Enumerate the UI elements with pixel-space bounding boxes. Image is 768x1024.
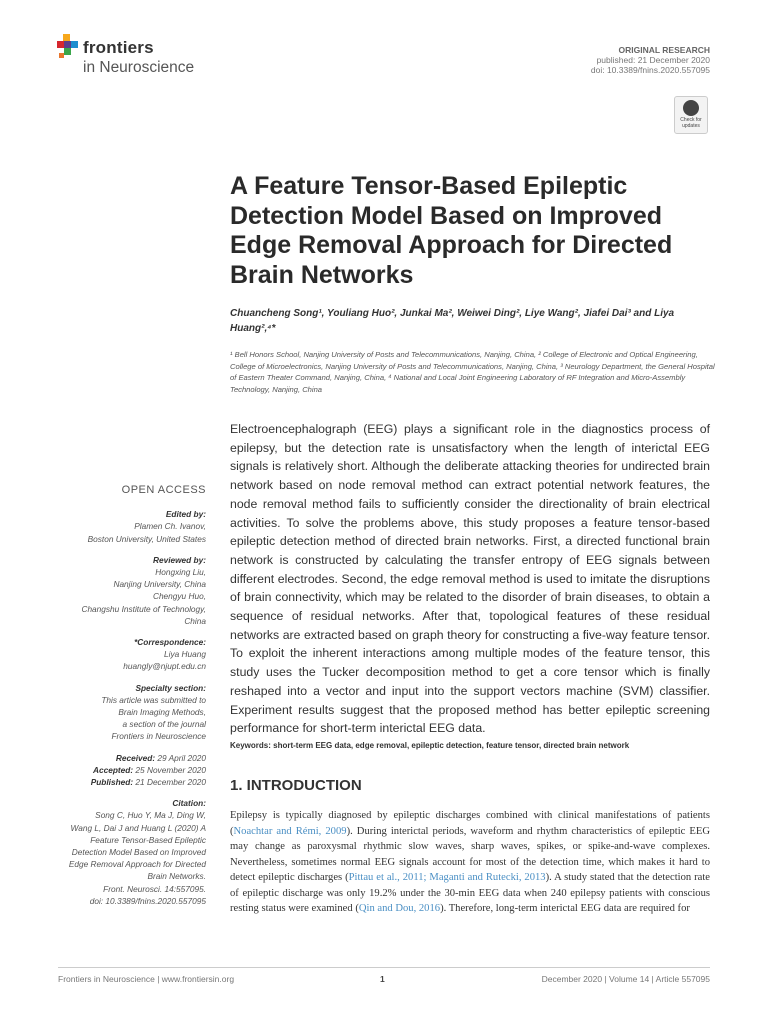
footer-journal-link[interactable]: Frontiers in Neuroscience | www.frontiersin.org [58, 974, 235, 984]
footer-divider [58, 967, 710, 968]
accepted-label: Accepted: [92, 764, 134, 775]
specialty-line: a section of the journal [122, 719, 206, 730]
correspondence-name: Liya Huang [164, 649, 206, 660]
citation-line: Front. Neurosci. 14:557095. [103, 883, 206, 894]
author-list: Chuancheng Song¹, Youliang Huo², Junkai Ma², Weiwei Ding², Liye Wang², Jiafei Dai³ and Liya Huang²,⁴* [230, 308, 675, 334]
journal-name-line2: in Neuroscience [83, 59, 195, 76]
specialty-section-block [58, 682, 206, 743]
specialty-line: This article was submitted to [101, 694, 206, 705]
doi-link[interactable]: doi: 10.3389/fnins.2020.557095 [590, 65, 710, 75]
reviewer-affiliation: China [184, 615, 206, 626]
citation-line: Edge Removal Approach for Directed [68, 859, 206, 870]
page-number: 1 [380, 974, 385, 984]
citation-doi[interactable]: doi: 10.3389/fnins.2020.557095 [89, 895, 206, 906]
reviewer-affiliation: Changshu Institute of Technology, [81, 603, 206, 614]
reviewed-by-block [58, 554, 206, 627]
correspondence-label: *Correspondence: [134, 637, 206, 648]
intro-text-1: Epilepsy is typically diagnosed by epileptic discharges combined with clinical manifestations of patients ( [230, 810, 710, 837]
reviewed-by-label: Reviewed by: [152, 554, 206, 565]
intro-text-4: ). Therefore, long-term interictal EEG data are required for [440, 903, 690, 914]
reviewer-name: Hongxing Liu, [155, 567, 206, 578]
abstract: Electroencephalograph (EEG) plays a significant role in the diagnostics process of epilepsy, but the detection rate is unsatisfactory when the length of interictal EEG signals is relatively short. Although the deliberate attacking theories for undirected brain network based on node removal method can extract potential network features, the node removal method fails to sufficiently consider the directionality of brain electrical activities. To solve the problems above, this study proposes a feature tensor-based epileptic detection method of directed brain networks. First, a directed functional brain network is constructed by calculating the transfer entropy of EEG signals between different electrodes. Second, the edge removal method is used to imitate the disruptions of brain connectivity, which may be related to the disorder of brain diseases, to obtain a sequence of residual networks. After that, topological features of these residual networks are extracted based on graph theory for constructing a five-way feature tensor. To exploit the inherent interactions among multiple modes of the feature tensor, this study uses the Tucker decomposition method to get a core tensor which is finally reshaped into a vector and input into the support vectors machine (SVM) classifier. Experiment results suggest that the proposed method has better epileptic screening performance for short-term interictal EEG data. [230, 422, 710, 736]
specialty-line: Frontiers in Neuroscience [111, 731, 206, 742]
citation-line: Feature Tensor-Based Epileptic [90, 834, 206, 845]
journal-logo[interactable] [57, 34, 237, 82]
received-label: Received: [115, 752, 156, 763]
citation-line: Song C, Huo Y, Ma J, Ding W, [95, 810, 206, 821]
frontiers-logo-icon [57, 34, 79, 60]
published-date-sidebar: 21 December 2020 [135, 777, 206, 788]
citation-label: Citation: [172, 798, 206, 809]
editor-name: Plamen Ch. Ivanov, [134, 521, 206, 532]
accepted-date: 25 November 2020 [135, 764, 206, 775]
citation-link[interactable]: Noachtar and Rémi, 2009 [233, 825, 347, 837]
intro-text-2: ). During interictal periods, waveform and rhythm characteristics of epileptic EEG may change as paroxysmal rhythmic slow waves, sharp waves, spikes, or spike-and-wave complexes. Nevertheless, sometimes normal EEG signals account for most of the detection time, which makes it hard to detect epileptic discharges ( [230, 825, 710, 883]
edited-by-label: Edited by: [165, 509, 206, 520]
correspondence-email[interactable]: huangly@njupt.edu.cn [123, 661, 206, 672]
introduction-text [230, 808, 710, 917]
journal-name-line1: frontiers [83, 38, 154, 57]
specialty-line: Brain Imaging Methods, [118, 707, 206, 718]
affiliations: ¹ Bell Honors School, Nanjing University of Posts and Telecommunications, Nanjing, China, ² College of Electronic and Optical Engineering, College of Microelectronics, Nanjing University of Posts and Telecommunications, Nanjing, China, ³ Neurology Department, the General Hospital of Eastern Theater Command, Nanjing, China, ⁴ National and Local Joint Engineering Laboratory of RF Integration and Micro-Assembly Technology, Nanjing, China [230, 350, 715, 394]
edited-by-block [58, 508, 206, 545]
footer-issue-info: December 2020 | Volume 14 | Article 557095 [541, 974, 710, 984]
reviewer-name: Chengyu Huo, [152, 591, 206, 602]
editor-affiliation: Boston University, United States [87, 533, 206, 544]
published-date: published: 21 December 2020 [596, 55, 710, 65]
dates-block [58, 752, 206, 789]
section-heading-introduction: 1. INTRODUCTION [230, 777, 362, 794]
specialty-section-label: Specialty section: [135, 682, 206, 693]
received-date: 29 April 2020 [157, 752, 206, 763]
article-meta-header [591, 45, 710, 75]
check-updates-icon [683, 100, 699, 116]
citation-line: Wang L, Dai J and Huang L (2020) A [70, 822, 206, 833]
open-access-label: OPEN ACCESS [121, 484, 206, 496]
correspondence-block [58, 636, 206, 673]
citation-link[interactable]: Qin and Dou, 2016 [358, 903, 441, 914]
check-for-updates-badge[interactable] [674, 96, 708, 134]
citation-line: Brain Networks. [147, 871, 206, 882]
citation-block [58, 797, 206, 907]
citation-link[interactable]: Pittau et al., 2011; Maganti and Rutecki, 2013 [348, 872, 546, 883]
intro-text-3: ). A study stated that the detection rate of epileptic discharge was only 19.2% under the 30-min EEG data when 240 epilepsy patients with conscious resting status were examined ( [230, 872, 710, 914]
reviewer-affiliation: Nanjing University, China [113, 579, 206, 590]
keywords: Keywords: short-term EEG data, edge removal, epileptic detection, feature tensor, directed brain network [230, 741, 630, 750]
published-label: Published: [90, 777, 134, 788]
citation-line: Detection Model Based on Improved [71, 847, 206, 858]
article-title: A Feature Tensor-Based Epileptic Detection Model Based on Improved Edge Removal Approach for Directed Brain Networks [230, 172, 673, 289]
article-type: ORIGINAL RESEARCH [618, 45, 710, 55]
check-updates-label: Check for updates [680, 117, 702, 129]
article-sidebar [58, 484, 206, 916]
